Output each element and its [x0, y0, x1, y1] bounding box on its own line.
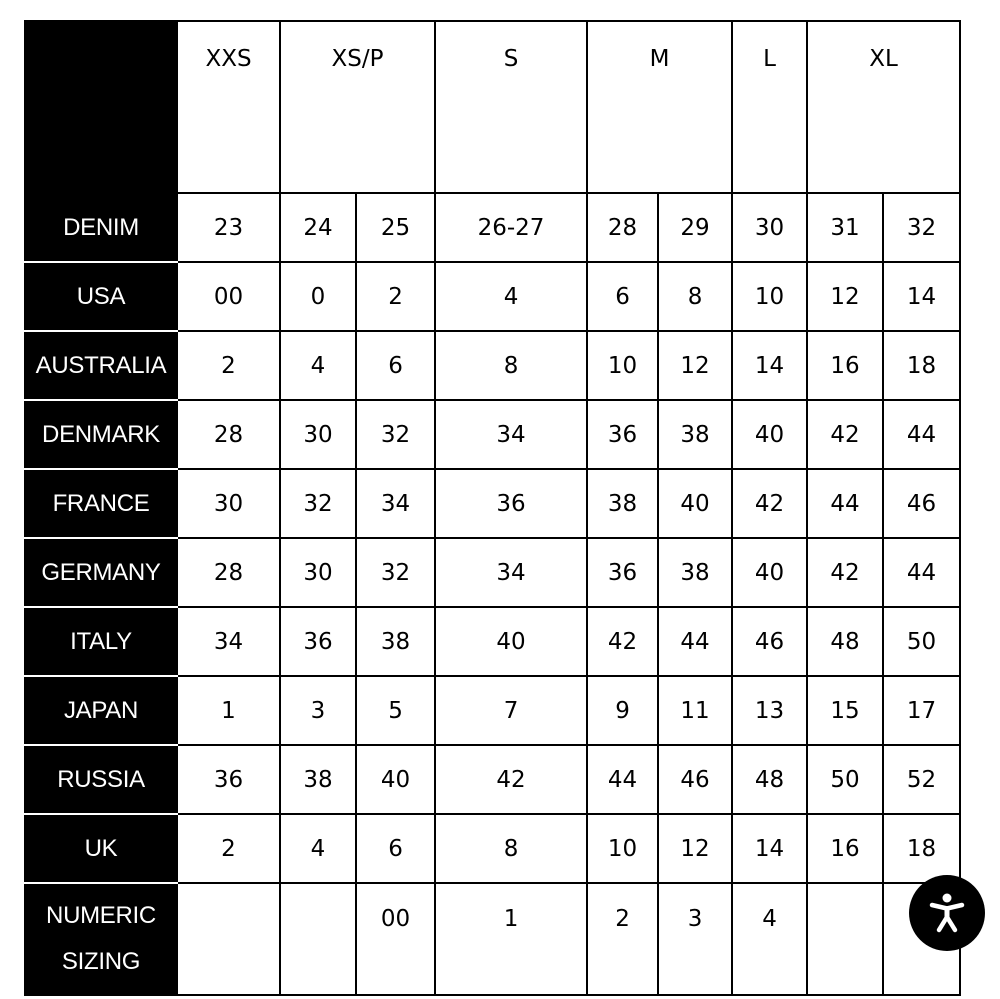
- size-cell: 5: [356, 676, 435, 745]
- table-row-japan: [25, 676, 960, 745]
- size-cell: 10: [587, 814, 658, 883]
- table-row-russia: [25, 745, 960, 814]
- accessibility-person-icon: [923, 889, 971, 937]
- size-cell: 36: [177, 745, 280, 814]
- row-label: UK: [25, 814, 177, 883]
- size-cell: 46: [732, 607, 807, 676]
- table-row-germany: [25, 538, 960, 607]
- size-cell: 36: [587, 400, 658, 469]
- row-label: AUSTRALIA: [25, 331, 177, 400]
- size-cell: 1: [177, 676, 280, 745]
- size-cell: 2: [177, 814, 280, 883]
- size-cell: 38: [658, 538, 732, 607]
- table-row-usa: [25, 262, 960, 331]
- size-cell: 8: [658, 262, 732, 331]
- size-cell: 2: [177, 331, 280, 400]
- size-cell: 36: [587, 538, 658, 607]
- size-cell: 18: [883, 814, 960, 883]
- size-cell: 12: [658, 331, 732, 400]
- table-row-uk: [25, 814, 960, 883]
- size-header-xl: XL: [807, 21, 960, 193]
- size-cell: 30: [732, 193, 807, 262]
- size-cell: 46: [658, 745, 732, 814]
- size-cell: 14: [732, 814, 807, 883]
- size-cell: [280, 883, 356, 995]
- size-cell: 12: [658, 814, 732, 883]
- size-cell: 3: [280, 676, 356, 745]
- table-row-numeric-sizing: [25, 883, 960, 995]
- row-label: USA: [25, 262, 177, 331]
- size-header-s: S: [435, 21, 587, 193]
- row-label: DENMARK: [25, 400, 177, 469]
- size-cell: 4: [280, 814, 356, 883]
- size-cell: 40: [732, 400, 807, 469]
- row-label-line: SIZING: [61, 948, 141, 975]
- size-cell: 2: [356, 262, 435, 331]
- size-cell: 30: [280, 400, 356, 469]
- size-cell: 44: [807, 469, 883, 538]
- size-cell: 31: [807, 193, 883, 262]
- row-label: FRANCE: [25, 469, 177, 538]
- size-cell: 44: [658, 607, 732, 676]
- size-cell: 26-27: [435, 193, 587, 262]
- size-header-xxs: XXS: [177, 21, 280, 193]
- size-cell: 12: [807, 262, 883, 331]
- size-cell: 42: [435, 745, 587, 814]
- size-cell: 38: [587, 469, 658, 538]
- size-cell: 34: [435, 538, 587, 607]
- size-cell: 46: [883, 469, 960, 538]
- size-cell: 32: [280, 469, 356, 538]
- size-cell: 10: [587, 331, 658, 400]
- row-label: [25, 883, 177, 995]
- size-cell: 30: [280, 538, 356, 607]
- size-header-xs-p: XS/P: [280, 21, 435, 193]
- size-cell: 28: [177, 538, 280, 607]
- size-cell: 44: [883, 400, 960, 469]
- size-cell: 28: [177, 400, 280, 469]
- size-cell: 13: [732, 676, 807, 745]
- row-label: RUSSIA: [25, 745, 177, 814]
- size-cell: 11: [658, 676, 732, 745]
- table-row-italy: [25, 607, 960, 676]
- size-cell: 7: [435, 676, 587, 745]
- size-cell: 29: [658, 193, 732, 262]
- size-cell: 28: [587, 193, 658, 262]
- size-cell: 44: [587, 745, 658, 814]
- size-cell: 42: [807, 538, 883, 607]
- size-cell: 36: [435, 469, 587, 538]
- table-row-france: [25, 469, 960, 538]
- size-cell: 50: [807, 745, 883, 814]
- size-cell: 16: [807, 331, 883, 400]
- size-cell: 40: [732, 538, 807, 607]
- size-cell: 6: [587, 262, 658, 331]
- table-row-denim: [25, 193, 960, 262]
- size-cell: 8: [435, 814, 587, 883]
- row-label-line: NUMERIC: [46, 902, 156, 929]
- size-cell: 9: [587, 676, 658, 745]
- size-cell: 52: [883, 745, 960, 814]
- size-cell: 4: [732, 883, 807, 995]
- size-header-m: M: [587, 21, 732, 193]
- size-cell: [807, 883, 883, 995]
- size-cell: 32: [883, 193, 960, 262]
- size-cell: 42: [587, 607, 658, 676]
- size-cell: 8: [435, 331, 587, 400]
- size-header-row: [25, 21, 960, 193]
- size-cell: 32: [356, 400, 435, 469]
- accessibility-button[interactable]: [909, 875, 985, 951]
- size-cell: 38: [658, 400, 732, 469]
- size-cell: 38: [280, 745, 356, 814]
- size-cell: 48: [732, 745, 807, 814]
- size-chart-table: [24, 20, 961, 996]
- size-cell: 40: [658, 469, 732, 538]
- size-cell: 16: [807, 814, 883, 883]
- size-cell: 1: [435, 883, 587, 995]
- size-cell: 00: [356, 883, 435, 995]
- size-cell: 6: [356, 814, 435, 883]
- size-cell: 32: [356, 538, 435, 607]
- size-cell: 40: [435, 607, 587, 676]
- size-cell: 25: [356, 193, 435, 262]
- size-cell: 24: [280, 193, 356, 262]
- size-cell: 6: [356, 331, 435, 400]
- size-cell: 40: [356, 745, 435, 814]
- size-cell: 15: [807, 676, 883, 745]
- size-cell: 36: [280, 607, 356, 676]
- size-cell: 14: [883, 262, 960, 331]
- size-cell: 48: [807, 607, 883, 676]
- row-label: ITALY: [25, 607, 177, 676]
- size-cell: 14: [732, 331, 807, 400]
- size-cell: 23: [177, 193, 280, 262]
- size-cell: 30: [177, 469, 280, 538]
- size-cell: 4: [280, 331, 356, 400]
- size-cell: 10: [732, 262, 807, 331]
- size-cell: 42: [807, 400, 883, 469]
- size-cell: 50: [883, 607, 960, 676]
- table-row-denmark: [25, 400, 960, 469]
- row-label: GERMANY: [25, 538, 177, 607]
- size-cell: 2: [587, 883, 658, 995]
- size-cell: 34: [177, 607, 280, 676]
- size-cell: [177, 883, 280, 995]
- size-cell: 38: [356, 607, 435, 676]
- row-label: DENIM: [25, 193, 177, 262]
- size-cell: 0: [280, 262, 356, 331]
- size-cell: 17: [883, 676, 960, 745]
- size-header-l: L: [732, 21, 807, 193]
- size-cell: 18: [883, 331, 960, 400]
- size-cell: 34: [356, 469, 435, 538]
- size-cell: 00: [177, 262, 280, 331]
- header-corner: [25, 21, 177, 193]
- size-cell: 42: [732, 469, 807, 538]
- table-row-australia: [25, 331, 960, 400]
- size-cell: 4: [435, 262, 587, 331]
- row-label: JAPAN: [25, 676, 177, 745]
- size-cell: 44: [883, 538, 960, 607]
- size-cell: 3: [658, 883, 732, 995]
- size-cell: 34: [435, 400, 587, 469]
